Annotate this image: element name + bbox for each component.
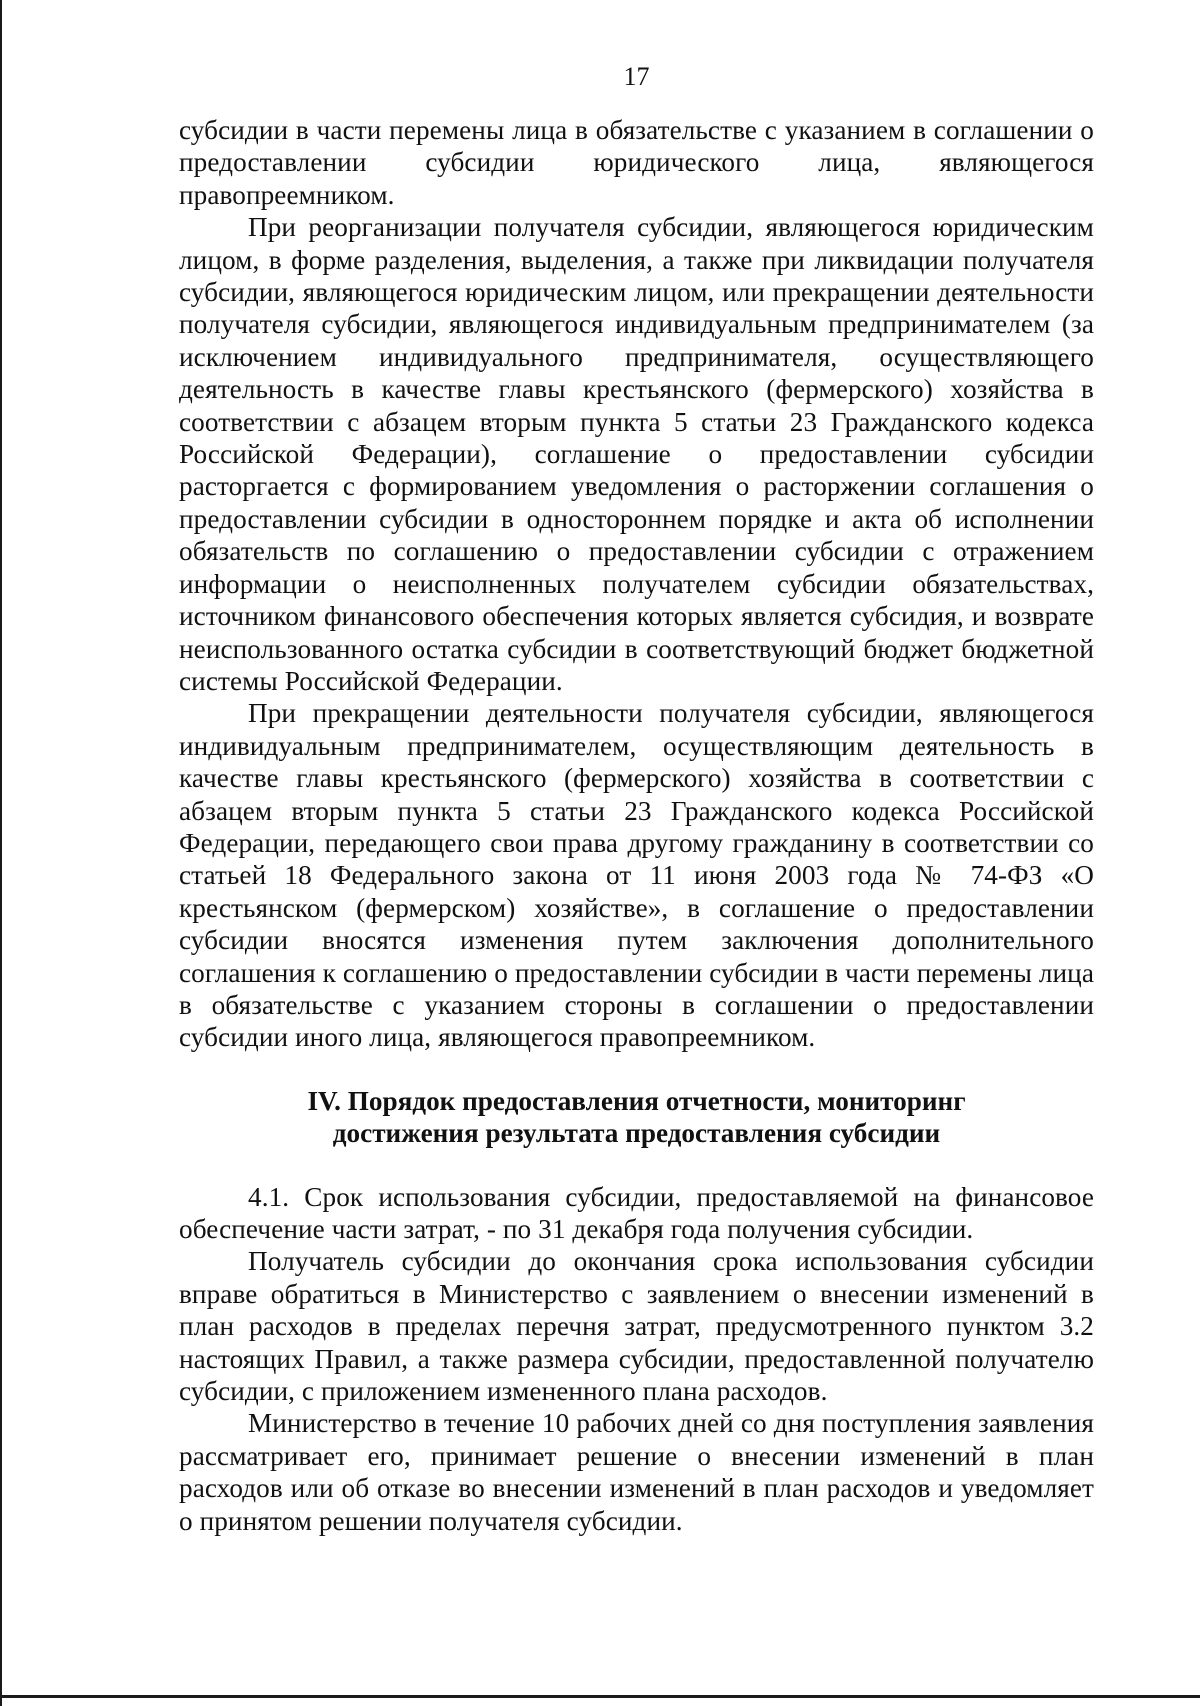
page-number: 17 (623, 62, 650, 91)
paragraph-4-1: 4.1. Срок использования субсидии, предоставляемой на финансовое обеспечение части затрат, - по 31 декабря года получения субсидии. (179, 1181, 1094, 1244)
scan-bottom-edge (0, 1695, 1200, 1698)
paragraph-termination: При прекращении деятельности получателя субсидии, являющегося индивидуальным предпринимателем, осуществляющим деятельность в качестве главы крестьянского (фермерского) хозяйства в соответствии с абзацем вторым пункта 5 статьи 23 Гражданского кодекса Российской Федерации, передающего свои права другому гражданину в соответствии со статьей 18 Федерального закона от 11 июня 2003 года № 74-ФЗ «О крестьянском (фермерском) хозяйстве», в соглашение о предоставлении субсидии вносятся изменения путем заключения дополнительного соглашения к соглашению о предоставлении субсидии в части перемены лица в обязательстве с указанием стороны в соглашении о предоставлении субсидии иного лица, являющегося правопреемником. (179, 698, 1094, 1053)
paragraph-reorganization: При реорганизации получателя субсидии, являющегося юридическим лицом, в форме разделения, выделения, а также при ликвидации получателя субсидии, являющегося юридическим лицом, или прекращении деятельности получателя субсидии, являющегося индивидуальным предпринимателем (за исключением индивидуального предпринимателя, осуществляющего деятельность в качестве главы крестьянского (фермерского) хозяйства в соответствии с абзацем вторым пункта 5 статьи 23 Гражданского кодекса Российской Федерации), соглашение о предоставлении субсидии расторгается с формированием уведомления о расторжении соглашения о предоставлении субсидии в одностороннем порядке и акта об исполнении обязательств по соглашению о предоставлении субсидии с отражением информации о неисполненных получателем субсидии обязательствах, источником финансового обеспечения которых является субсидия, и возврате неиспользованного остатка субсидии в соответствующий бюджет бюджетной системы Российской Федерации. (179, 212, 1094, 696)
scan-left-edge (0, 0, 2, 1706)
document-page (179, 60, 1094, 1537)
paragraph-recipient-request: Получатель субсидии до окончания срока использования субсидии вправе обратиться в Министерство с заявлением о внесении изменений в план расходов в пределах перечня затрат, предусмотренного пунктом 3.2 настоящих Правил, а также размера субсидии, предоставленной получателю субсидии, с приложением измененного плана расходов. (179, 1246, 1094, 1407)
section-heading-line-2: достижения результата предоставления субсидии (332, 1118, 941, 1149)
section-heading (179, 1085, 1094, 1150)
section-heading-line-1: IV. Порядок предоставления отчетности, мониторинг (307, 1085, 966, 1116)
paragraph-continuation: субсидии в части перемены лица в обязательстве с указанием в соглашении о предоставлении субсидии юридического лица, являющегося правопреемником. (179, 115, 1094, 210)
paragraph-ministry-review: Министерство в течение 10 рабочих дней со дня поступления заявления рассматривает его, принимает решение о внесении изменений в план расходов или об отказе во внесении изменений в план расходов и уведомляет о принятом решении получателя субсидии. (179, 1408, 1094, 1536)
